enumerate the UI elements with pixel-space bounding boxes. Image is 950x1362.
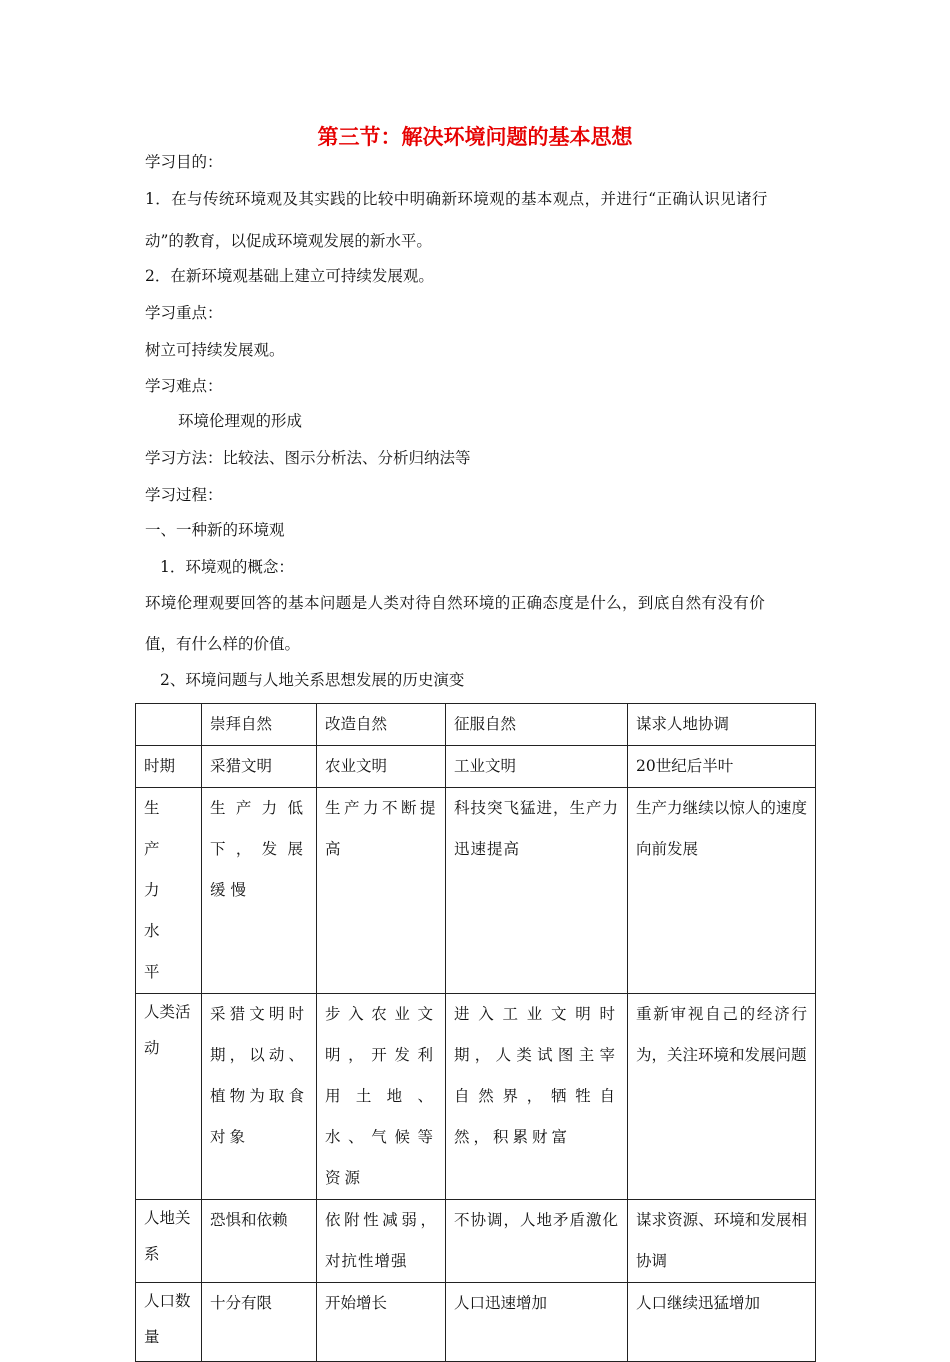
table-cell: 工业文明 — [446, 746, 628, 788]
table-cell: 人类活动 — [136, 994, 202, 1200]
table-cell: 科技突飞猛进，生产力迅速提高 — [446, 788, 628, 994]
table-cell: 恐惧和依赖 — [202, 1200, 317, 1283]
history-table — [135, 703, 816, 1362]
table-cell: 人口数量 — [136, 1283, 202, 1362]
page-title: 第三节：解决环境问题的基本思想 — [317, 124, 633, 149]
table-cell: 依附性减弱，对抗性增强 — [317, 1200, 446, 1283]
table-cell: 采猎文明 — [202, 746, 317, 788]
table-header-cell: 谋求人地协调 — [628, 704, 816, 746]
table-cell: 时期 — [136, 746, 202, 788]
table-header-cell — [136, 704, 202, 746]
table-cell: 开始增长 — [317, 1283, 446, 1362]
table-cell: 人地关系 — [136, 1200, 202, 1283]
goal-1-line-1: 1．在与传统环境观及其实践的比较中明确新环境观的基本观点，并进行“正确认识见诸行 — [145, 190, 768, 208]
table-cell: 进入工业文明时期，人类试图主宰自然界，牺牲自然，积累财富 — [446, 994, 628, 1200]
paragraph-line-2: 值，有什么样的价值。 — [145, 635, 301, 653]
method-text: 学习方法：比较法、图示分析法、分析归纳法等 — [145, 449, 471, 467]
table-cell: 20世纪后半叶 — [628, 746, 816, 788]
table-cell: 生产力继续以惊人的速度向前发展 — [628, 788, 816, 994]
table-row — [136, 1200, 816, 1283]
table-cell: 生产力水平 — [136, 788, 202, 994]
table-row — [136, 994, 816, 1200]
table-row — [136, 788, 816, 994]
key-point-text: 树立可持续发展观。 — [145, 341, 285, 359]
table-header-cell: 征服自然 — [446, 704, 628, 746]
table-cell: 生产力低下，发展缓慢 — [202, 788, 317, 994]
difficulty-text: 环境伦理观的形成 — [178, 412, 303, 430]
goal-2: 2．在新环境观基础上建立可持续发展观。 — [145, 267, 434, 285]
table-cell: 采猎文明时期，以动、植物为取食对象 — [202, 994, 317, 1200]
difficulty-heading: 学习难点： — [145, 377, 223, 395]
table-row — [136, 1283, 816, 1362]
table-cell: 重新审视自己的经济行为，关注环境和发展问题 — [628, 994, 816, 1200]
table-cell: 生产力不断提高 — [317, 788, 446, 994]
subsection-1-heading: 1．环境观的概念： — [160, 558, 294, 576]
goal-heading: 学习目的： — [145, 153, 223, 171]
table-cell: 十分有限 — [202, 1283, 317, 1362]
table-cell: 谋求资源、环境和发展相协调 — [628, 1200, 816, 1283]
table-cell: 人口迅速增加 — [446, 1283, 628, 1362]
paragraph-line-1: 环境伦理观要回答的基本问题是人类对待自然环境的正确态度是什么，到底自然有没有价 — [145, 594, 766, 612]
table-header-cell: 崇拜自然 — [202, 704, 317, 746]
section-1-heading: 一、一种新的环境观 — [145, 521, 285, 539]
subsection-2-heading: 2、环境问题与人地关系思想发展的历史演变 — [160, 671, 465, 689]
table-header-row — [136, 704, 816, 746]
table-header-cell: 改造自然 — [317, 704, 446, 746]
key-point-heading: 学习重点： — [145, 304, 223, 322]
table-cell: 步入农业文明，开发利用土地、水、气候等资源 — [317, 994, 446, 1200]
table-cell: 人口继续迅猛增加 — [628, 1283, 816, 1362]
table-cell: 不协调，人地矛盾激化 — [446, 1200, 628, 1283]
goal-1-line-2: 动”的教育，以促成环境观发展的新水平。 — [145, 232, 432, 250]
table-row — [136, 746, 816, 788]
process-heading: 学习过程： — [145, 486, 223, 504]
table-cell: 农业文明 — [317, 746, 446, 788]
